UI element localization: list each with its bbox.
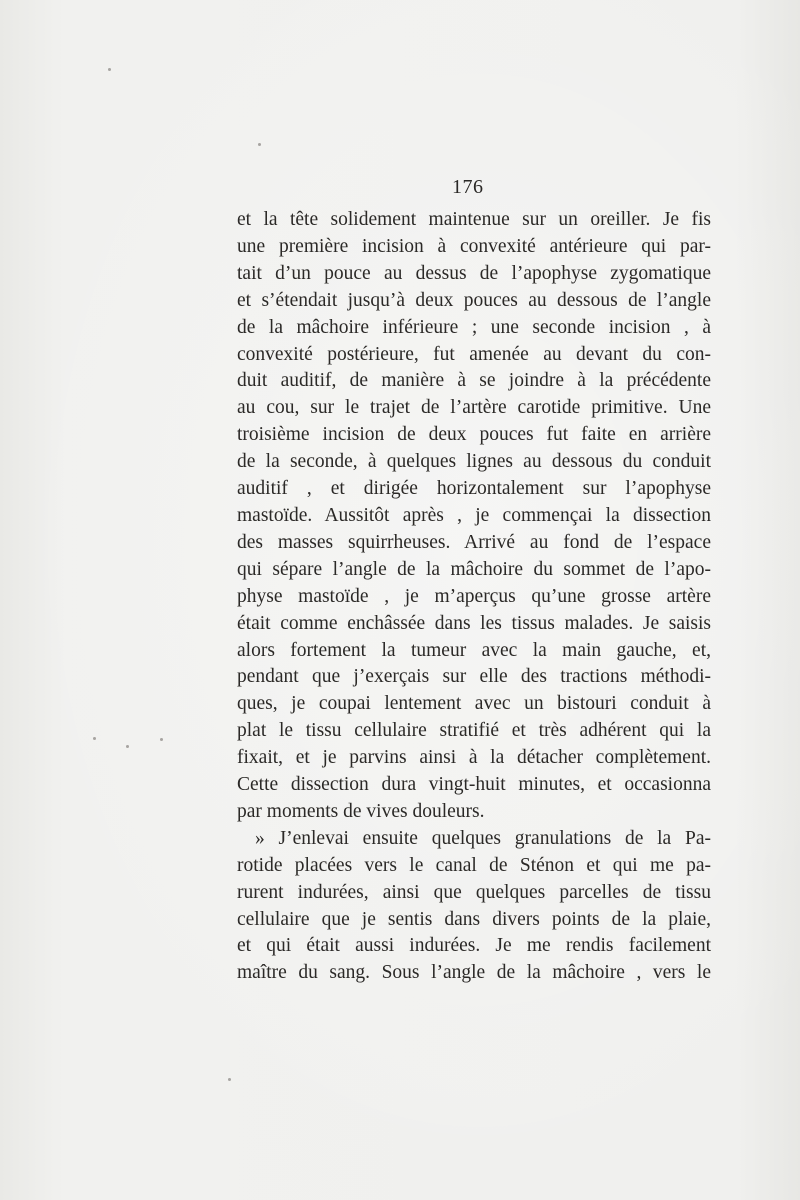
page-number: 176 — [452, 176, 484, 198]
text-line: pendant que j’exerçais sur elle des tractions méthodi- — [237, 666, 711, 688]
text-line: troisième incision de deux pouces fut faite en arrière — [237, 424, 711, 446]
text-line: au cou, sur le trajet de l’artère carotide primitive. Une — [237, 397, 711, 419]
text-line: des masses squirrheuses. Arrivé au fond de l’espace — [237, 531, 711, 553]
paper-speck — [228, 1078, 231, 1081]
text-line: tait d’un pouce au dessus de l’apophyse zygomatique — [237, 262, 711, 284]
text-line: était comme enchâssée dans les tissus malades. Je saisis — [237, 612, 711, 634]
text-line: une première incision à convexité antérieure qui par- — [237, 235, 711, 257]
text-line: qui sépare l’angle de la mâchoire du sommet de l’apo- — [237, 558, 711, 580]
body-text — [237, 207, 711, 987]
text-line: et qui était aussi indurées. Je me rendis facilement — [237, 935, 711, 957]
text-line: convexité postérieure, fut amenée au devant du con- — [237, 343, 711, 365]
text-line: plat le tissu cellulaire stratifié et très adhérent qui la — [237, 720, 711, 742]
paper-speck — [258, 143, 261, 146]
text-line: et s’étendait jusqu’à deux pouces au dessous de l’angle — [237, 289, 711, 311]
text-line: par moments de vives douleurs. — [237, 800, 485, 822]
text-line: mastoïde. Aussitôt après , je commençai la dissection — [237, 504, 711, 526]
text-line: rurent indurées, ainsi que quelques parcelles de tissu — [237, 881, 711, 903]
text-line: rotide placées vers le canal de Sténon et qui me pa- — [237, 854, 711, 876]
paper-speck — [108, 68, 111, 71]
text-line: » J’enlevai ensuite quelques granulations de la Pa- — [255, 827, 711, 849]
text-line: fixait, et je parvins ainsi à la détacher complètement. — [237, 747, 711, 769]
text-line: de la seconde, à quelques lignes au dessous du conduit — [237, 451, 711, 473]
text-line: Cette dissection dura vingt-huit minutes, et occasionna — [237, 774, 711, 796]
text-line: physe mastoïde , je m’aperçus qu’une grosse artère — [237, 585, 711, 607]
text-line: auditif , et dirigée horizontalement sur l’apophyse — [237, 478, 711, 500]
paper-speck — [126, 745, 129, 748]
text-line: maître du sang. Sous l’angle de la mâchoire , vers le — [237, 962, 711, 984]
text-line: duit auditif, de manière à se joindre à la précédente — [237, 370, 711, 392]
text-line: cellulaire que je sentis dans divers points de la plaie, — [237, 908, 711, 930]
text-line: et la tête solidement maintenue sur un oreiller. Je fis — [237, 209, 711, 230]
paper-speck — [93, 737, 96, 740]
text-line: ques, je coupai lentement avec un bistouri conduit à — [237, 693, 711, 715]
text-line: alors fortement la tumeur avec la main gauche, et, — [237, 639, 711, 661]
paper-speck — [160, 738, 163, 741]
text-line: de la mâchoire inférieure ; une seconde incision , à — [237, 316, 711, 338]
